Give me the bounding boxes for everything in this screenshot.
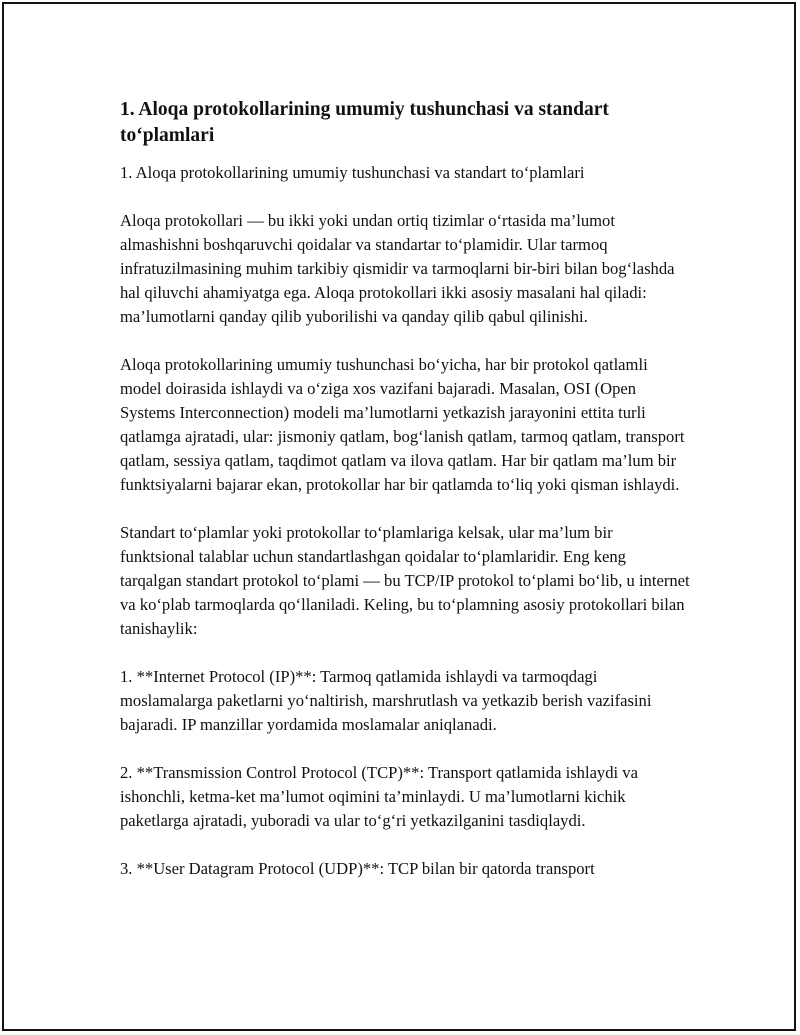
list-item-ip: 1. **Internet Protocol (IP)**: Tarmoq qatlamida ishlaydi va tarmoqdagi moslamalarga paketlarni yo‘naltirish, marshrutlash va yetkazib berish vazifasini bajaradi. IP manzillar yordamida moslamalar aniqlanadi. [120, 667, 652, 734]
document-page [2, 2, 796, 1031]
paragraph-standard-suites: Standart to‘plamlar yoki protokollar to‘plamlariga kelsak, ular ma’lum bir funktsional talablar uchun standartlashgan qoidalar to‘plamlaridir. Eng keng tarqalgan standart protokol to‘plami — bu TCP/IP protokol to‘plami bo‘lib, u internet va ko‘plab tarmoqlarda qo‘llaniladi. Keling, bu to‘plamning asosiy protokollari bilan tanishaylik: [120, 523, 690, 638]
document-title: 1. Aloqa protokollarining umumiy tushunchasi va standart to‘plamlari [120, 99, 609, 146]
paragraph-osi-model: Aloqa protokollarining umumiy tushunchasi bo‘yicha, har bir protokol qatlamli model doirasida ishlaydi va o‘ziga xos vazifani bajaradi. Masalan, OSI (Open Systems Interconnection) modeli ma’lumotlarni yetkazish jarayonini ettita turli qatlamga ajratadi, ular: jismoniy qatlam, bog‘lanish qatlam, tarmoq qatlam, transport qatlam, sessiya qatlam, taqdimot qatlam va ilova qatlam. Har bir qatlam ma’lum bir funktsiyalarni bajarar ekan, protokollar har bir qatlamda to‘liq yoki qisman ishlaydi. [120, 355, 685, 494]
paragraph-definition: Aloqa protokollari — bu ikki yoki undan ortiq tizimlar o‘rtasida ma’lumot almashishni boshqaruvchi qoidalar va standartar to‘plamidir. Ular tarmoq infratuzilmasining muhim tarkibiy qismidir va tarmoqlarni bir-biri bilan bog‘lashda hal qiluvchi ahamiyatga ega. Aloqa protokollari ikki asosiy masalani hal qiladi: ma’lumotlarni qanday qilib yuborilishi va qanday qilib qabul qilinishi. [120, 211, 675, 326]
document-body [120, 97, 690, 881]
paragraph-heading-repeat: 1. Aloqa protokollarining umumiy tushunchasi va standart to‘plamlari [120, 163, 585, 182]
list-item-udp: 3. **User Datagram Protocol (UDP)**: TCP bilan bir qatorda transport [120, 859, 595, 878]
list-item-tcp: 2. **Transmission Control Protocol (TCP)**: Transport qatlamida ishlaydi va ishonchli, ketma-ket ma’lumot oqimini ta’minlaydi. U ma’lumotlarni kichik paketlarga ajratadi, yuboradi va ular to‘g‘ri yetkazilganini tasdiqlaydi. [120, 763, 638, 830]
